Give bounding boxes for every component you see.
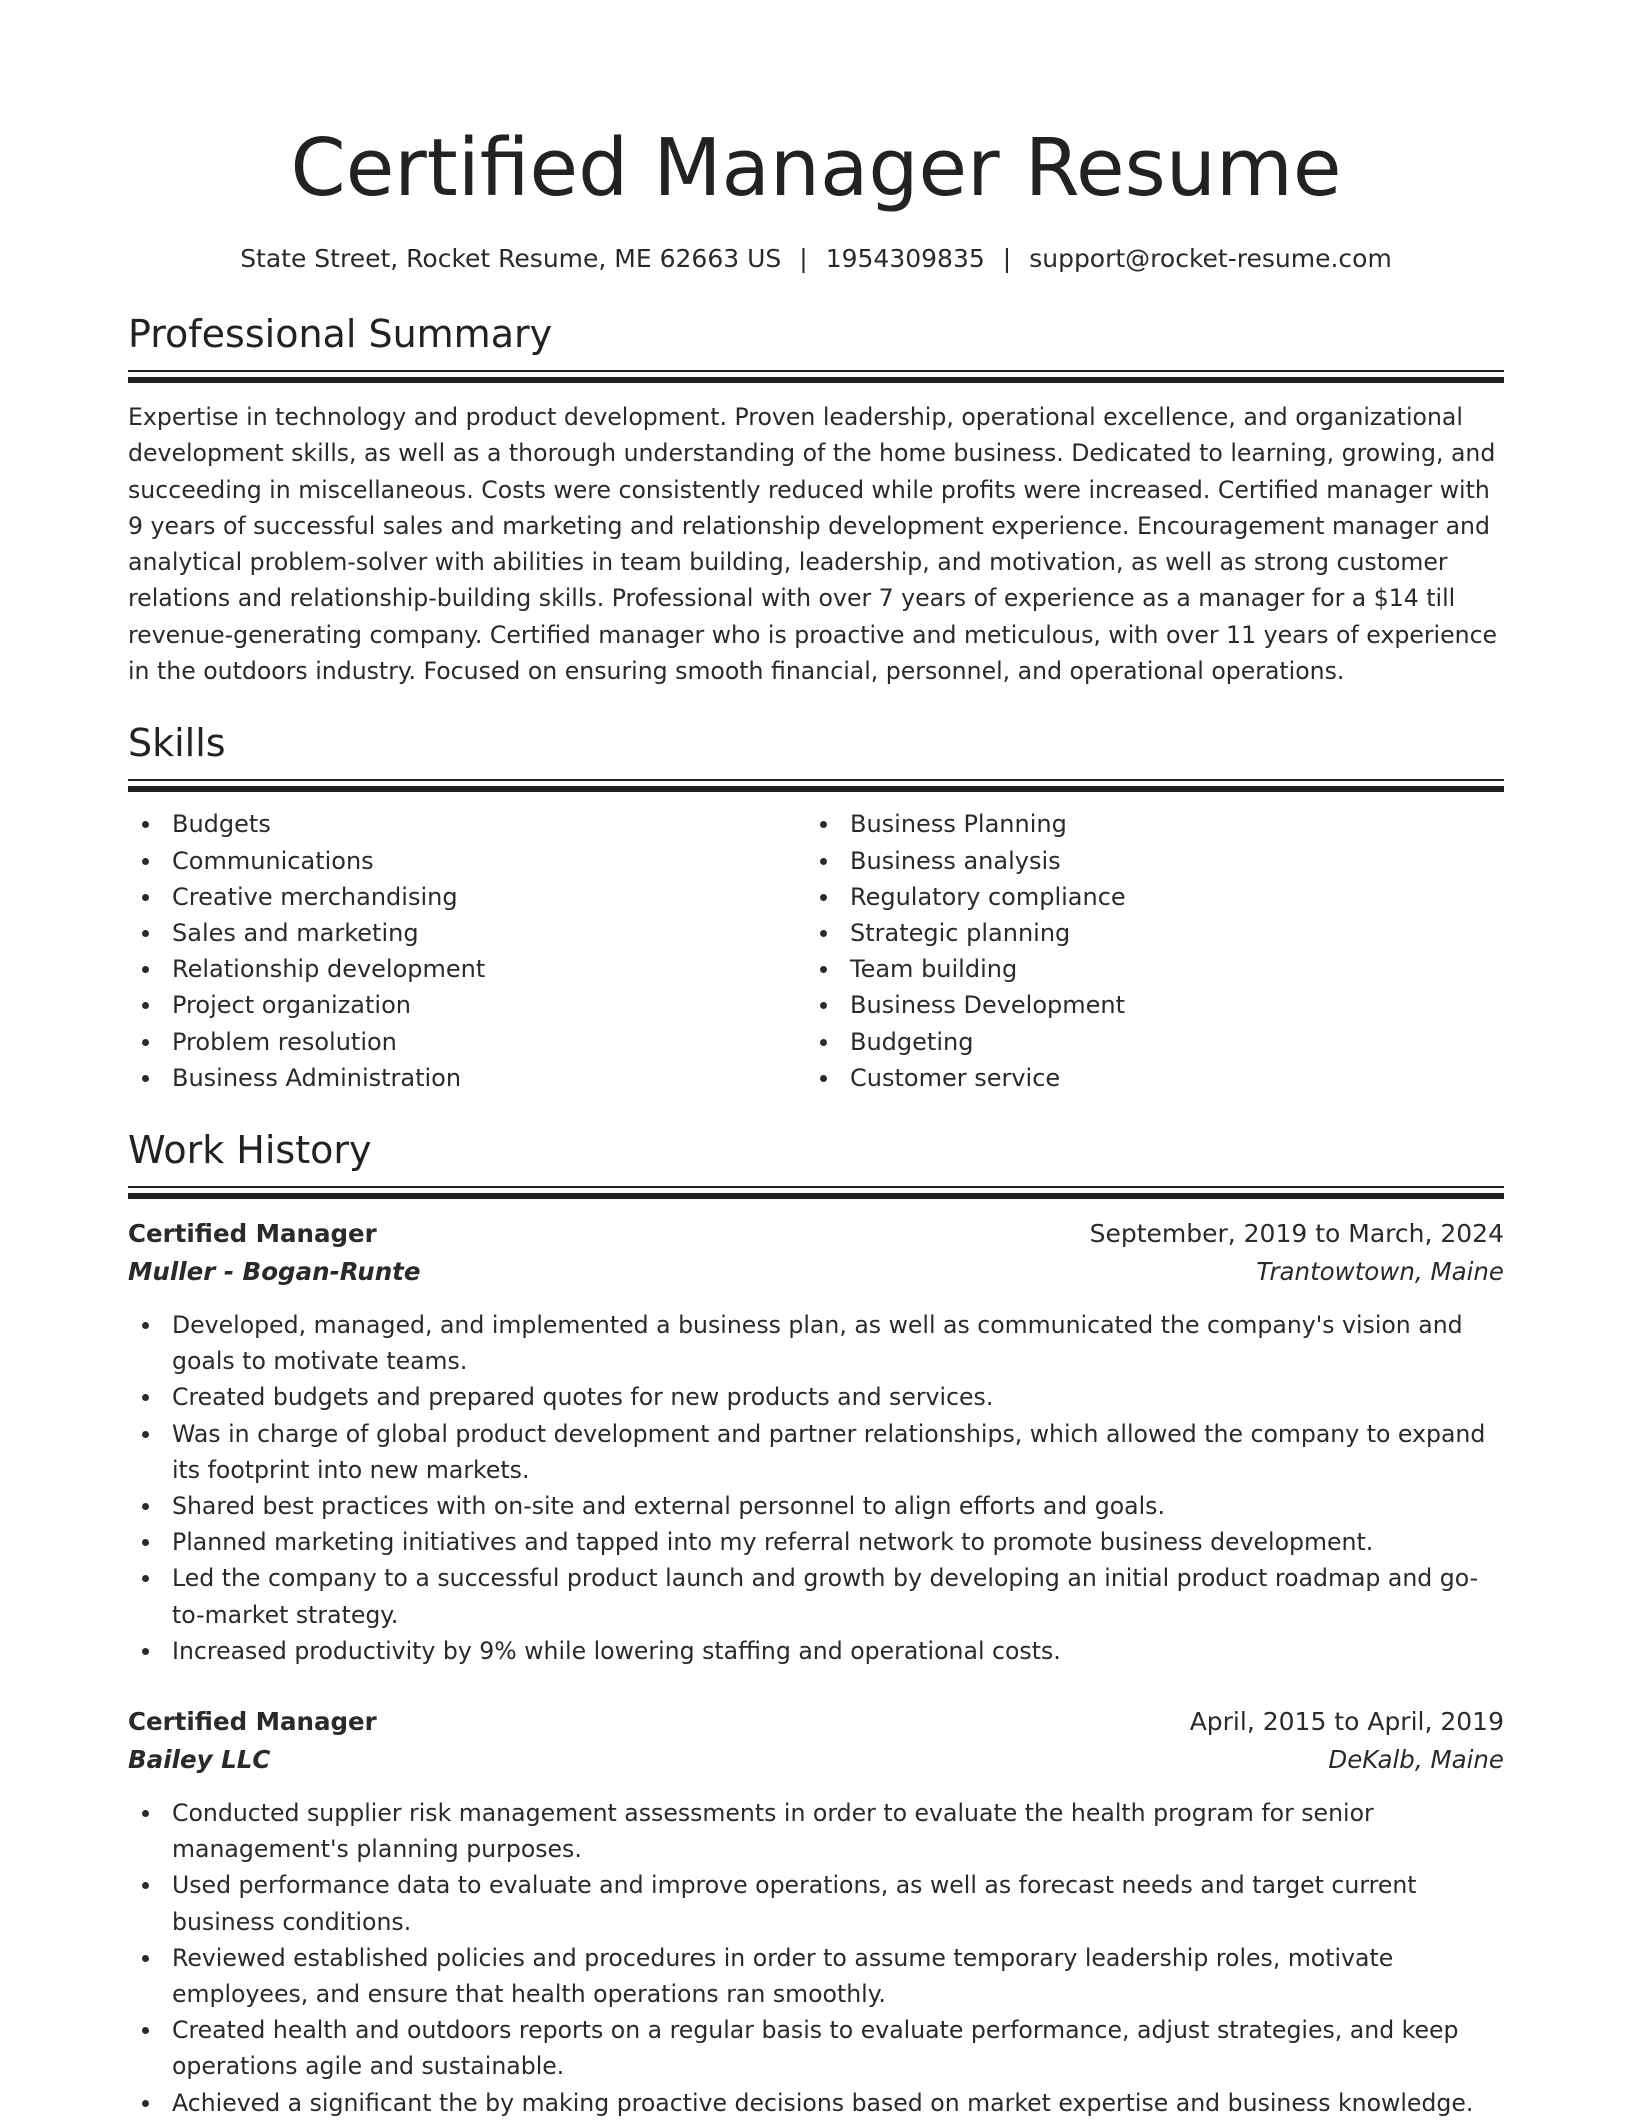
duty-item: Planned marketing initiatives and tapped into my referral network to promote business development. [128,1524,1504,1560]
skills-list-left [128,806,806,1096]
job-location: DeKalb, Maine [1328,1745,1504,1775]
job-company: Muller - Bogan-Runte [128,1257,421,1286]
skill-item: Budgets [128,806,806,842]
work-heading: Work History [128,1128,372,1172]
duty-item: Created budgets and prepared quotes for new products and services. [128,1379,1504,1415]
duty-item: Led the company to a successful product launch and growth by developing an initial product roadmap and go-to-market strategy. [128,1560,1504,1632]
job-duties [128,1795,1504,2121]
contact-separator: | [1002,244,1012,273]
duty-item: Developed, managed, and implemented a business plan, as well as communicated the company's vision and goals to motivate teams. [128,1307,1504,1379]
contact-email[interactable]: support@rocket-resume.com [1029,244,1392,273]
skill-item: Customer service [806,1060,1484,1096]
skill-item: Regulatory compliance [806,879,1484,915]
duty-item: Was in charge of global product development and partner relationships, which allowed the company to expand its footprint into new markets. [128,1416,1504,1488]
contact-phone[interactable]: 1954309835 [825,244,985,273]
skill-item: Business Administration [128,1060,806,1096]
skill-item: Business Development [806,987,1484,1023]
job-location: Trantowtown, Maine [1256,1257,1504,1286]
job-title: Certified Manager [128,1707,377,1737]
skill-item: Strategic planning [806,915,1484,951]
skill-item: Relationship development [128,951,806,987]
skills-list-right [806,806,1484,1096]
job-dates: September, 2019 to March, 2024 [1089,1219,1504,1248]
job-company-row [128,1253,1504,1291]
duty-item: Reviewed established policies and procedures in order to assume temporary leadership roles, motivate employees, and ensure that health operations ran smoothly. [128,1940,1504,2012]
duty-item: Increased productivity by 9% while lowering staffing and operational costs. [128,1633,1504,1669]
skills-heading: Skills [128,721,226,766]
skill-item: Project organization [128,987,806,1023]
resume-page [128,118,1504,2121]
section-divider [128,1186,1504,1199]
summary-text: Expertise in technology and product development. Proven leadership, operational excellence, and organizational development skills, as well as a thorough understanding of the home business. Dedicated to learning, growing, and succeeding in miscellaneous. Costs were consistently reduced while profits were increased. Certified manager with 9 years of successful sales and marketing and relationship development experience. Encouragement manager and analytical problem-solver with abilities in team building, leadership, and motivation, as well as strong customer relations and relationship-building skills. Professional with over 7 years of experience as a manager for a $14 till revenue-generating company. Certified manager who is proactive and meticulous, with over 11 years of experience in the outdoors industry. Focused on ensuring smooth financial, personnel, and operational operations. [128,403,1498,686]
resume-title: Certified Manager Resume [290,122,1342,214]
job-title: Certified Manager [128,1219,377,1248]
skill-item: Communications [128,843,806,879]
job-entry [128,1703,1504,2121]
skills-columns [128,806,1504,1096]
section-divider [128,370,1504,383]
contact-address: State Street, Rocket Resume, ME 62663 US [240,244,782,273]
skill-item: Problem resolution [128,1024,806,1060]
job-duties [128,1307,1504,1669]
work-section [128,1126,1504,2121]
skill-item: Creative merchandising [128,879,806,915]
duty-item: Used performance data to evaluate and improve operations, as well as forecast needs and target current business conditions. [128,1867,1504,1939]
job-header-row [128,1703,1504,1741]
job-company-row [128,1741,1504,1779]
duty-item: Shared best practices with on-site and external personnel to align efforts and goals. [128,1488,1504,1524]
summary-section [128,310,1504,689]
duty-item: Created health and outdoors reports on a regular basis to evaluate performance, adjust strategies, and keep operations agile and sustainable. [128,2012,1504,2084]
contact-line [128,242,1504,276]
duty-item: Conducted supplier risk management assessments in order to evaluate the health program for senior management's planning purposes. [128,1795,1504,1867]
job-header-row [128,1215,1504,1253]
skill-item: Business Planning [806,806,1484,842]
skill-item: Business analysis [806,843,1484,879]
duty-item: Achieved a significant the by making proactive decisions based on market expertise and business knowledge. [128,2085,1504,2121]
skill-item: Budgeting [806,1024,1484,1060]
job-company: Bailey LLC [128,1745,271,1775]
skills-section [128,719,1504,1096]
section-divider [128,779,1504,792]
skill-item: Sales and marketing [128,915,806,951]
skill-item: Team building [806,951,1484,987]
job-entry [128,1215,1504,1669]
contact-separator: | [799,244,808,273]
summary-heading: Professional Summary [128,312,553,356]
job-dates: April, 2015 to April, 2019 [1189,1707,1504,1737]
